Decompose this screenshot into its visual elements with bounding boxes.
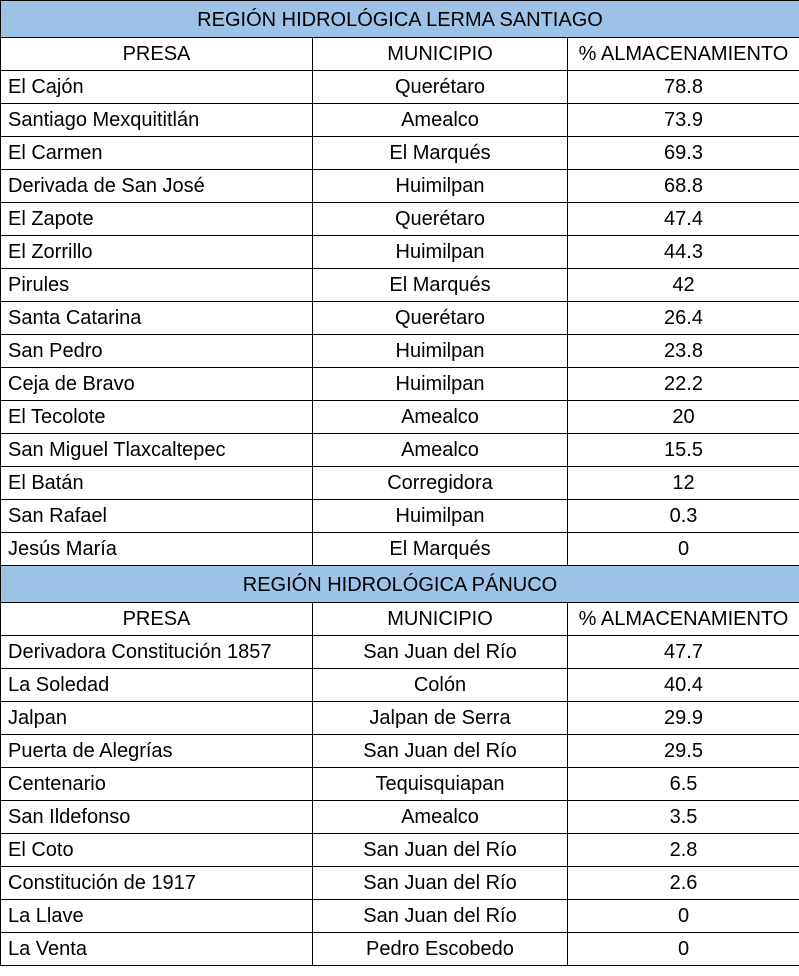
dam-name-cell: El Coto bbox=[1, 834, 313, 867]
storage-percent-cell: 73.9 bbox=[568, 104, 799, 137]
table-row bbox=[1, 735, 799, 768]
table-row bbox=[1, 669, 799, 702]
table-row bbox=[1, 269, 799, 302]
dam-name-cell: El Zorrillo bbox=[1, 236, 313, 269]
storage-percent-cell: 68.8 bbox=[568, 170, 799, 203]
municipality-cell: Corregidora bbox=[313, 467, 568, 500]
region-header-row bbox=[1, 566, 799, 603]
storage-percent-cell: 0 bbox=[568, 933, 799, 966]
region-title: REGIÓN HIDROLÓGICA LERMA SANTIAGO bbox=[1, 1, 799, 38]
municipality-cell: El Marqués bbox=[313, 137, 568, 170]
storage-percent-cell: 3.5 bbox=[568, 801, 799, 834]
municipality-cell: Amealco bbox=[313, 801, 568, 834]
storage-percent-cell: 44.3 bbox=[568, 236, 799, 269]
municipality-cell: Amealco bbox=[313, 104, 568, 137]
table-row bbox=[1, 467, 799, 500]
dam-name-cell: San Miguel Tlaxcaltepec bbox=[1, 434, 313, 467]
storage-percent-cell: 2.6 bbox=[568, 867, 799, 900]
dam-name-cell: San Pedro bbox=[1, 335, 313, 368]
table-row bbox=[1, 500, 799, 533]
municipality-cell: Huimilpan bbox=[313, 335, 568, 368]
municipality-cell: Querétaro bbox=[313, 203, 568, 236]
storage-percent-cell: 29.5 bbox=[568, 735, 799, 768]
column-header-presa: PRESA bbox=[1, 603, 313, 636]
region-header-row bbox=[1, 1, 799, 38]
dam-name-cell: La Venta bbox=[1, 933, 313, 966]
column-header-municipio: MUNICIPIO bbox=[313, 603, 568, 636]
storage-percent-cell: 0.3 bbox=[568, 500, 799, 533]
dam-name-cell: Derivada de San José bbox=[1, 170, 313, 203]
municipality-cell: Colón bbox=[313, 669, 568, 702]
dam-name-cell: Constitución de 1917 bbox=[1, 867, 313, 900]
table-row bbox=[1, 636, 799, 669]
municipality-cell: Amealco bbox=[313, 401, 568, 434]
storage-percent-cell: 15.5 bbox=[568, 434, 799, 467]
municipality-cell: Querétaro bbox=[313, 71, 568, 104]
table-row bbox=[1, 933, 799, 966]
table-row bbox=[1, 104, 799, 137]
dam-name-cell: Santiago Mexquititlán bbox=[1, 104, 313, 137]
table-row bbox=[1, 203, 799, 236]
dam-name-cell: Centenario bbox=[1, 768, 313, 801]
dam-name-cell: El Batán bbox=[1, 467, 313, 500]
table-row bbox=[1, 533, 799, 566]
table-row bbox=[1, 302, 799, 335]
municipality-cell: San Juan del Río bbox=[313, 636, 568, 669]
dam-name-cell: El Cajón bbox=[1, 71, 313, 104]
table-row bbox=[1, 434, 799, 467]
table-row bbox=[1, 702, 799, 735]
dam-name-cell: Puerta de Alegrías bbox=[1, 735, 313, 768]
table-row bbox=[1, 867, 799, 900]
municipality-cell: Amealco bbox=[313, 434, 568, 467]
dam-name-cell: Jalpan bbox=[1, 702, 313, 735]
dam-name-cell: Santa Catarina bbox=[1, 302, 313, 335]
municipality-cell: San Juan del Río bbox=[313, 834, 568, 867]
dam-name-cell: El Tecolote bbox=[1, 401, 313, 434]
column-header-row bbox=[1, 603, 799, 636]
table-row bbox=[1, 335, 799, 368]
table-row bbox=[1, 71, 799, 104]
column-header-almacenamiento: % ALMACENAMIENTO bbox=[568, 603, 799, 636]
table-row bbox=[1, 768, 799, 801]
column-header-municipio: MUNICIPIO bbox=[313, 38, 568, 71]
municipality-cell: El Marqués bbox=[313, 533, 568, 566]
storage-percent-cell: 20 bbox=[568, 401, 799, 434]
dam-name-cell: Derivadora Constitución 1857 bbox=[1, 636, 313, 669]
storage-percent-cell: 78.8 bbox=[568, 71, 799, 104]
dam-name-cell: San Rafael bbox=[1, 500, 313, 533]
storage-percent-cell: 6.5 bbox=[568, 768, 799, 801]
region-title: REGIÓN HIDROLÓGICA PÁNUCO bbox=[1, 566, 799, 603]
municipality-cell: Querétaro bbox=[313, 302, 568, 335]
column-header-row bbox=[1, 38, 799, 71]
table-row bbox=[1, 236, 799, 269]
dam-name-cell: El Carmen bbox=[1, 137, 313, 170]
municipality-cell: San Juan del Río bbox=[313, 867, 568, 900]
storage-percent-cell: 22.2 bbox=[568, 368, 799, 401]
table-row bbox=[1, 137, 799, 170]
storage-percent-cell: 0 bbox=[568, 533, 799, 566]
municipality-cell: Pedro Escobedo bbox=[313, 933, 568, 966]
dam-name-cell: San Ildefonso bbox=[1, 801, 313, 834]
dam-name-cell: La Llave bbox=[1, 900, 313, 933]
column-header-presa: PRESA bbox=[1, 38, 313, 71]
column-header-almacenamiento: % ALMACENAMIENTO bbox=[568, 38, 799, 71]
table-row bbox=[1, 170, 799, 203]
storage-percent-cell: 40.4 bbox=[568, 669, 799, 702]
dam-name-cell: Jesús María bbox=[1, 533, 313, 566]
municipality-cell: Huimilpan bbox=[313, 170, 568, 203]
storage-percent-cell: 69.3 bbox=[568, 137, 799, 170]
table-row bbox=[1, 801, 799, 834]
storage-percent-cell: 26.4 bbox=[568, 302, 799, 335]
table-row bbox=[1, 401, 799, 434]
dam-name-cell: La Soledad bbox=[1, 669, 313, 702]
municipality-cell: San Juan del Río bbox=[313, 735, 568, 768]
storage-percent-cell: 2.8 bbox=[568, 834, 799, 867]
storage-percent-cell: 23.8 bbox=[568, 335, 799, 368]
table-body bbox=[1, 1, 799, 966]
dam-name-cell: Ceja de Bravo bbox=[1, 368, 313, 401]
storage-percent-cell: 29.9 bbox=[568, 702, 799, 735]
table-row bbox=[1, 368, 799, 401]
municipality-cell: San Juan del Río bbox=[313, 900, 568, 933]
dam-name-cell: El Zapote bbox=[1, 203, 313, 236]
municipality-cell: Huimilpan bbox=[313, 368, 568, 401]
municipality-cell: Tequisquiapan bbox=[313, 768, 568, 801]
storage-percent-cell: 0 bbox=[568, 900, 799, 933]
dam-name-cell: Pirules bbox=[1, 269, 313, 302]
table-row bbox=[1, 834, 799, 867]
municipality-cell: Jalpan de Serra bbox=[313, 702, 568, 735]
municipality-cell: El Marqués bbox=[313, 269, 568, 302]
storage-percent-cell: 42 bbox=[568, 269, 799, 302]
table-row bbox=[1, 900, 799, 933]
storage-percent-cell: 12 bbox=[568, 467, 799, 500]
municipality-cell: Huimilpan bbox=[313, 236, 568, 269]
storage-percent-cell: 47.7 bbox=[568, 636, 799, 669]
municipality-cell: Huimilpan bbox=[313, 500, 568, 533]
storage-percent-cell: 47.4 bbox=[568, 203, 799, 236]
